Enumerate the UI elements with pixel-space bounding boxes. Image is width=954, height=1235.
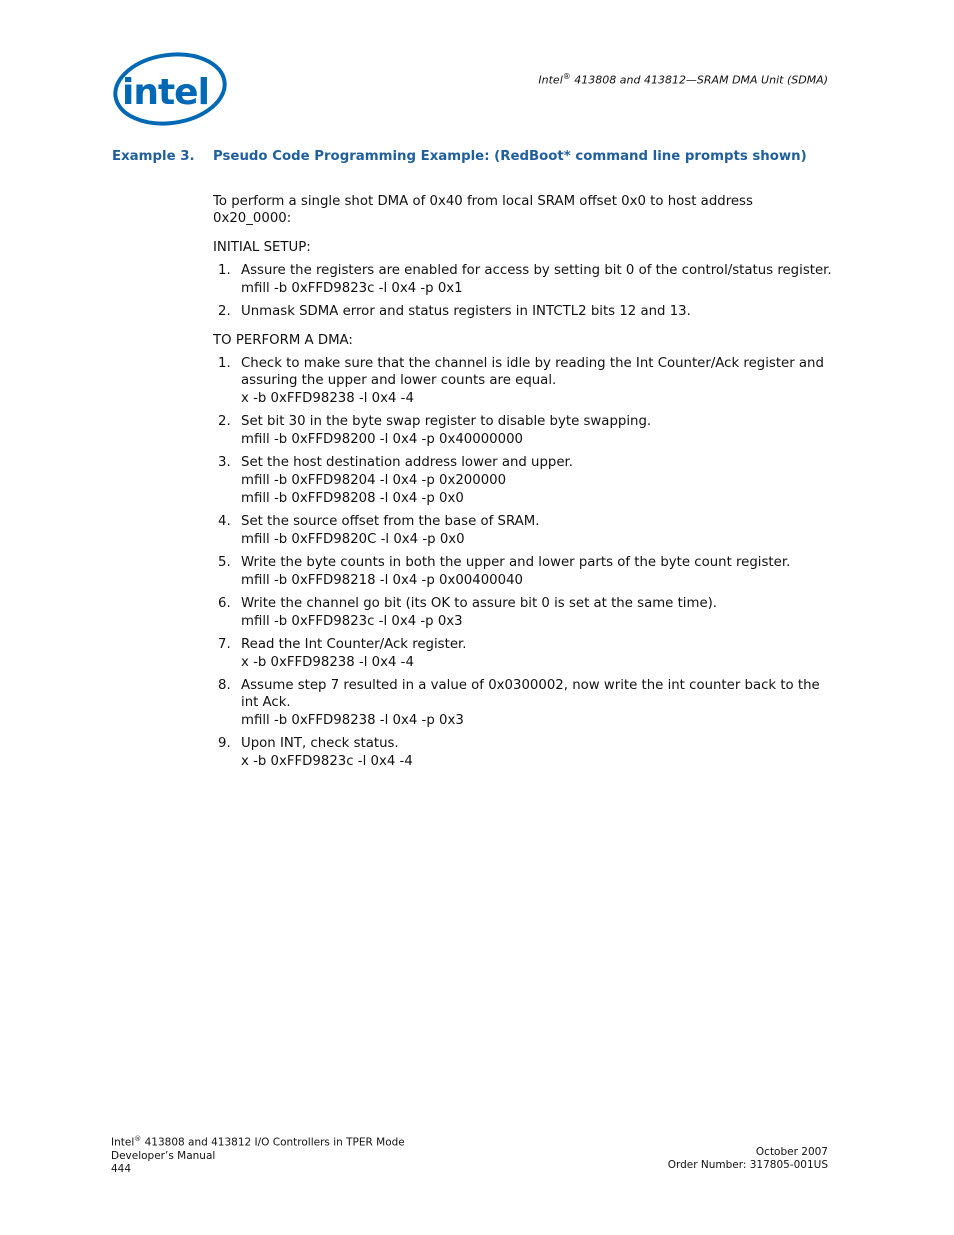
initial-setup-list — [213, 262, 833, 320]
list-item — [213, 735, 833, 770]
step-text: Assume step 7 resulted in a value of 0x0300002, now write the int counter back to the int Ack. — [241, 678, 820, 710]
step-command: mfill -b 0xFFD98204 -l 0x4 -p 0x200000 — [241, 473, 507, 488]
step-command: x -b 0xFFD98238 -l 0x4 -4 — [241, 655, 414, 670]
step-command: mfill -b 0xFFD9820C -l 0x4 -p 0x0 — [241, 532, 465, 547]
list-item — [213, 513, 833, 548]
main-content — [213, 193, 833, 782]
step-text: Check to make sure that the channel is idle by reading the Int Counter/Ack register and assuring the upper and lower counts are equal. — [241, 356, 824, 388]
step-number: 9. — [218, 736, 231, 751]
step-text: Set bit 30 in the byte swap register to disable byte swapping. — [241, 414, 652, 429]
list-item — [213, 355, 833, 407]
example-label: Example 3. — [112, 149, 195, 164]
step-number: 5. — [218, 555, 231, 570]
step-command: mfill -b 0xFFD9823c -l 0x4 -p 0x1 — [241, 281, 463, 296]
footer-brand: Intel — [111, 1136, 135, 1149]
list-item — [213, 262, 833, 297]
list-item — [213, 454, 833, 507]
step-command: mfill -b 0xFFD98200 -l 0x4 -p 0x40000000 — [241, 432, 524, 447]
footer-date: October 2007 — [755, 1146, 828, 1158]
logo-text: intel — [122, 72, 209, 113]
perform-dma-label: TO PERFORM A DMA: — [213, 333, 353, 348]
footer-product: 413808 and 413812 I/O Controllers in TPER Mode — [144, 1136, 405, 1149]
intel-logo-icon — [110, 50, 228, 128]
header-registered: ® — [562, 72, 571, 81]
step-command: mfill -b 0xFFD9823c -l 0x4 -p 0x3 — [241, 614, 463, 629]
step-text: Set the source offset from the base of SRAM. — [241, 514, 540, 529]
step-number: 4. — [218, 514, 231, 529]
step-command: mfill -b 0xFFD98208 -l 0x4 -p 0x0 — [241, 491, 464, 506]
footer-page-number: 444 — [111, 1162, 132, 1175]
step-text: Write the channel go bit (its OK to assure bit 0 is set at the same time). — [241, 596, 718, 611]
list-item — [213, 595, 833, 630]
step-number: 1. — [218, 356, 231, 371]
step-number: 8. — [218, 678, 231, 693]
step-text: Unmask SDMA error and status registers in INTCTL2 bits 12 and 13. — [241, 304, 691, 319]
step-number: 2. — [218, 304, 231, 319]
list-item — [213, 554, 833, 589]
step-text: Read the Int Counter/Ack register. — [241, 637, 467, 652]
header-doc-section: 413808 and 413812—SRAM DMA Unit (SDMA) — [574, 73, 828, 87]
perform-dma-list — [213, 355, 833, 770]
step-command: x -b 0xFFD9823c -l 0x4 -4 — [241, 754, 413, 769]
step-text: Assure the registers are enabled for access by setting bit 0 of the control/status register. — [241, 263, 832, 278]
example-title: Pseudo Code Programming Example: (RedBoot* command line prompts shown) — [213, 149, 807, 164]
step-text: Write the byte counts in both the upper and lower parts of the byte count register. — [241, 555, 791, 570]
step-command: mfill -b 0xFFD98218 -l 0x4 -p 0x00400040 — [241, 573, 524, 588]
list-item — [213, 677, 833, 729]
footer-left — [111, 1133, 405, 1176]
list-item — [213, 413, 833, 448]
step-text: Set the host destination address lower and upper. — [241, 455, 574, 470]
footer-order-number: Order Number: 317805-001US — [667, 1159, 828, 1171]
step-command: mfill -b 0xFFD98238 -l 0x4 -p 0x3 — [241, 713, 464, 728]
initial-setup-label: INITIAL SETUP: — [213, 240, 311, 255]
footer-manual: Developer’s Manual — [111, 1149, 216, 1162]
step-number: 3. — [218, 455, 231, 470]
list-item — [213, 303, 833, 320]
intro-paragraph: To perform a single shot DMA of 0x40 from local SRAM offset 0x0 to host address 0x20_0000: — [213, 194, 753, 226]
step-number: 1. — [218, 263, 231, 278]
header-brand: Intel — [538, 73, 563, 87]
step-number: 2. — [218, 414, 231, 429]
step-number: 6. — [218, 596, 231, 611]
step-command: x -b 0xFFD98238 -l 0x4 -4 — [241, 391, 414, 406]
step-number: 7. — [218, 637, 231, 652]
footer-right — [668, 1146, 828, 1172]
running-header — [538, 72, 828, 87]
footer-registered: ® — [134, 1135, 142, 1143]
list-item — [213, 636, 833, 671]
step-text: Upon INT, check status. — [241, 736, 399, 751]
